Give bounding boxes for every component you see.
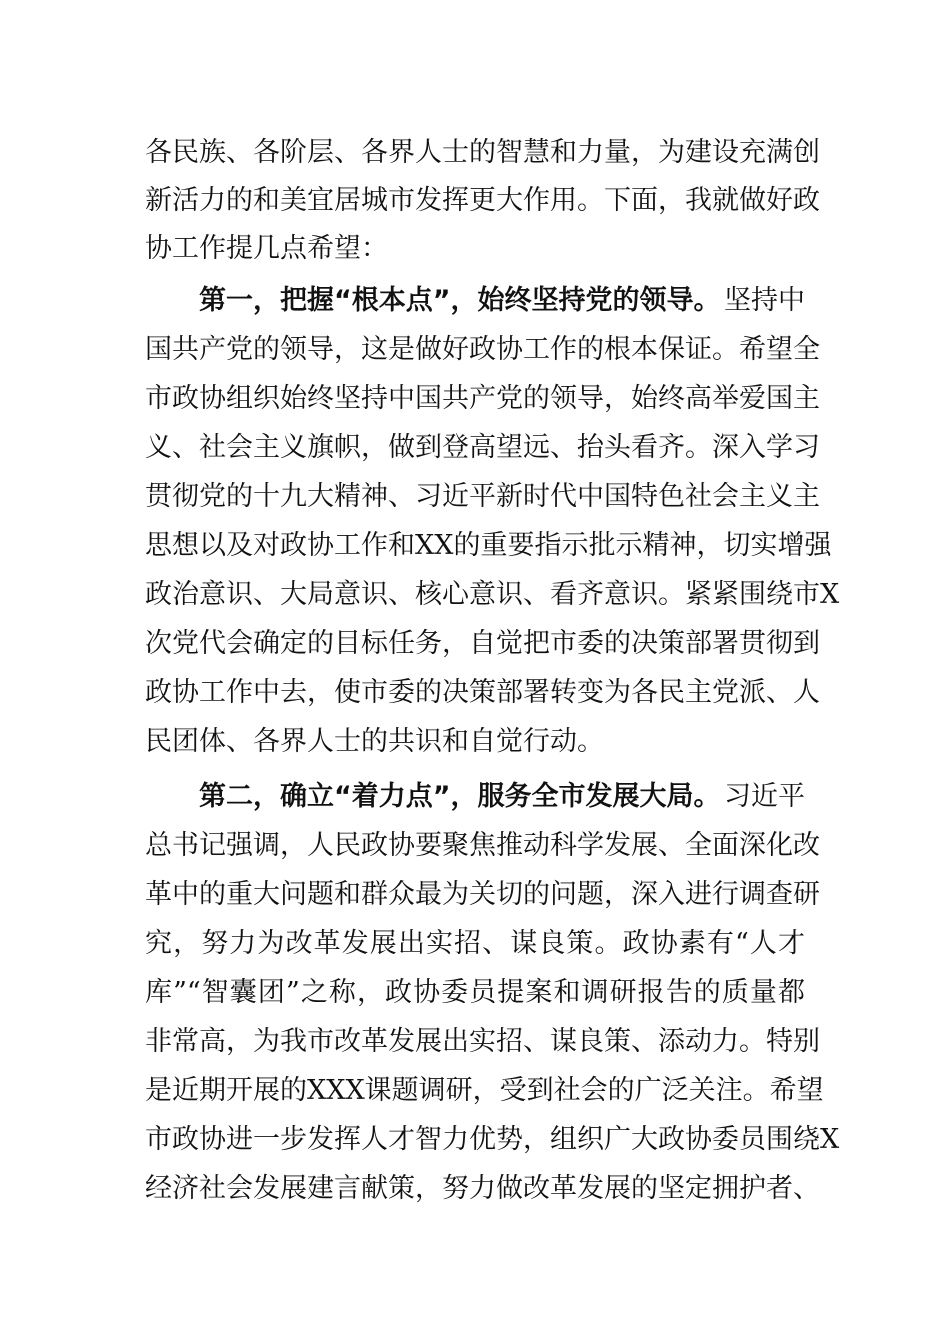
- intro-line: 协工作提几点希望：: [145, 233, 388, 264]
- paragraph-line: 政协工作中去，使市委的决策部署转变为各民主党派、人: [145, 677, 820, 708]
- paragraph-text: 坚持中: [724, 285, 805, 316]
- paragraph-line: 经济社会发展建言献策，努力做改革发展的坚定拥护者、: [145, 1173, 820, 1204]
- paragraph-line: 义、社会主义旗帜，做到登高望远、抬头看齐。深入学习: [145, 432, 820, 463]
- section-heading: 第一，把握“根本点”，始终坚持党的领导。: [199, 285, 721, 316]
- section-heading: 第二，确立“着力点”，服务全市发展大局。: [199, 781, 721, 812]
- paragraph-line: 总书记强调，人民政协要聚焦推动科学发展、全面深化改: [145, 830, 820, 861]
- intro-line: 新活力的和美宜居城市发挥更大作用。下面，我就做好政: [145, 185, 820, 216]
- paragraph-line: 贯彻党的十九大精神、习近平新时代中国特色社会主义主: [145, 481, 820, 512]
- paragraph-line: 非常高，为我市改革发展出实招、谋良策、添动力。特别: [145, 1026, 820, 1057]
- paragraph-line: 市政协进一步发挥人才智力优势，组织广大政协委员围绕X: [145, 1124, 840, 1155]
- paragraph-line: 是近期开展的XXX课题调研，受到社会的广泛关注。希望: [145, 1075, 824, 1106]
- intro-line: 各民族、各阶层、各界人士的智慧和力量，为建设充满创: [145, 137, 820, 168]
- paragraph-line: 国共产党的领导，这是做好政协工作的根本保证。希望全: [145, 334, 820, 365]
- paragraph-line: 次党代会确定的目标任务，自觉把市委的决策部署贯彻到: [145, 628, 820, 659]
- paragraph-line: 库”“智囊团”之称，政协委员提案和调研报告的质量都: [145, 977, 805, 1008]
- paragraph-text: 习近平: [724, 781, 805, 812]
- paragraph-line: 政治意识、大局意识、核心意识、看齐意识。紧紧围绕市X: [145, 579, 840, 610]
- paragraph-line: 民团体、各界人士的共识和自觉行动。: [145, 726, 604, 757]
- paragraph-line: 思想以及对政协工作和XX的重要指示批示精神，切实增强: [145, 530, 832, 561]
- paragraph-first-line: [199, 777, 805, 817]
- paragraph-first-line: [199, 281, 805, 321]
- paragraph-line: 市政协组织始终坚持中国共产党的领导，始终高举爱国主: [145, 383, 820, 414]
- paragraph-line: 究，努力为改革发展出实招、谋良策。政协素有“人才: [145, 928, 805, 959]
- paragraph-line: 革中的重大问题和群众最为关切的问题，深入进行调查研: [145, 879, 820, 910]
